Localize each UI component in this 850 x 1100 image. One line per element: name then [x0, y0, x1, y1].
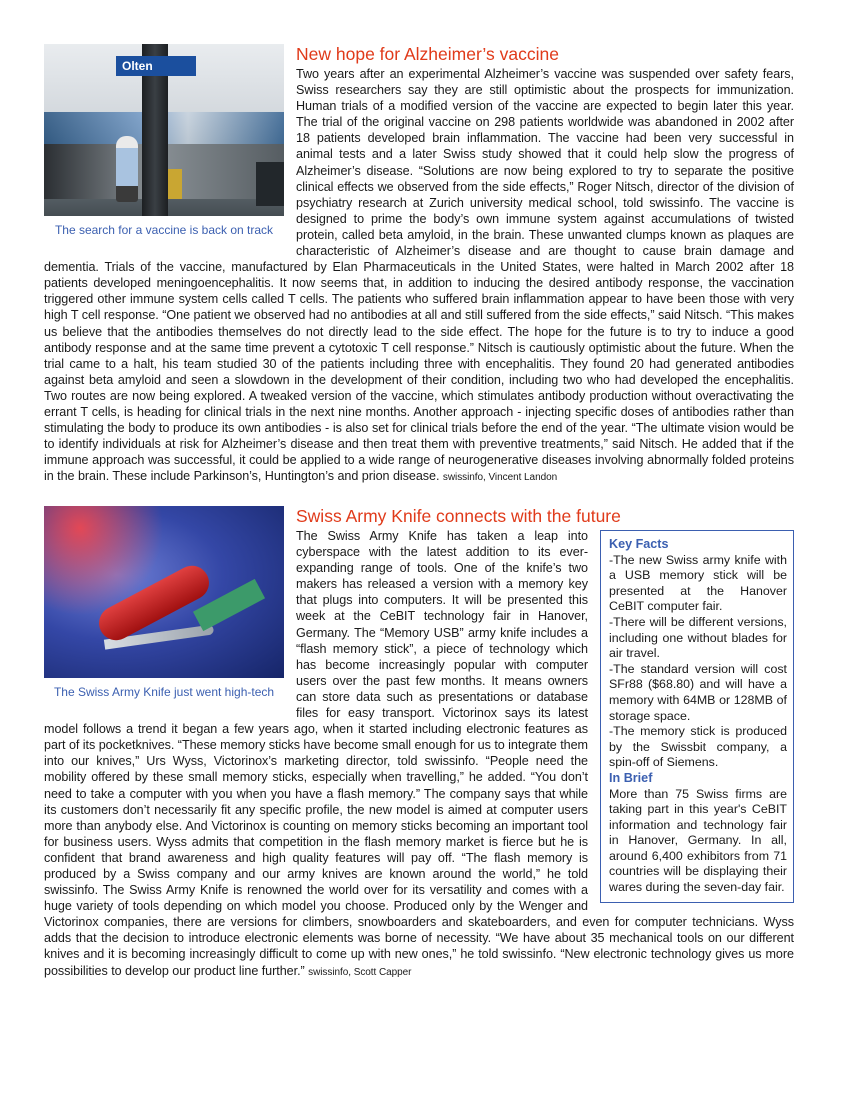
headline: New hope for Alzheimer’s vaccine [296, 44, 559, 64]
article-swiss-army-knife [44, 506, 794, 981]
byline: swissinfo, Scott Capper [308, 966, 412, 978]
article-alzheimers [44, 44, 794, 486]
article-body: Two years after an experimental Alzheimer’s vaccine was suspended over safety fears, Swiss researchers say they are still optimistic about the prospects for immunization. Human trials of a modified version of the vaccine are expected to begin later this year. The trial of the original vaccine on 298 patients worldwide was abandoned in 2002 after 18 patients developed brain inflammation. The vaccine had been very successful in animal tests and a later Swiss study showed that it could help slow the progress of Alzheimer’s disease. “Solutions are now being explored to try to separate the positive clinical effects we observed from the side effects,” Roger Nitsch, director of the division of psychiatry research at Zurich university medical school, told swissinfo. The vaccine is designed to prime the body’s own immune system against accumulations of twisted protein, called beta amyloid, in the brain. These unwanted clumps known as plaques are characteristic of Alzheimer’s disease and are thought to cause brain damage and dementia. Trials of the vaccine, manufactured by Elan Pharmaceuticals in the United States, were halted in March 2002 after 18 patients developed meningoencephalitis. It now seems that, in addition to inducing the desired antibody response, the vaccination triggered other immune system cells called T cells. The patients who suffered brain inflammation appear to have been those with very high T cell response. “One patient we observed had no antibodies at all and still suffered from the side effects,” said Nitsch. “This makes us believe that the antibodies themselves do not directly lead to the side effect. The hope for the future is to try to induce a good antibody response and at the same time prevent a cytotoxic T cell response.” Nitsch is cautiously optimistic about the future. When the trial came to a halt, his team studied 30 of the patients including three with encephalitis. They found 20 had generated antibodies against beta amyloid and seen a slowdown in the development of their condition, including two who had developed the encephalitis. Two routes are now being explored. A tweaked version of the vaccine, which stimulates antibody production without overactivating the errant T cells, is heading for clinical trials in the next nine months. Another approach - injecting specific doses of antibodies rather than stimulating the body to produce its own antibodies - is also set for clinical trials before the end of the year. “The ultimate vision would be to identify individuals at risk for Alzheimer’s disease and then treat them with preventive treatments,” said Nitsch. He added that if the immune approach was successful, it could be applied to a wide range of neurogenerative diseases involving abnormally folded proteins in the brain. These include Parkinson’s, Huntington’s and prion disease. swissinfo, Vincent Landon [44, 67, 794, 484]
article-photo [44, 506, 284, 699]
key-fact-item: -There will be different versions, including one without blades for air travel. [609, 614, 787, 661]
train-station-photo [44, 44, 284, 216]
article-photo [44, 44, 284, 237]
in-brief-text: More than 75 Swiss firms are taking part in this year's CeBIT information and technology fair in Hanover, Germany. In all, around 6,400 exhibitors from 71 countries will be displaying their wares during the seven-day fair. [609, 786, 787, 895]
headline: Swiss Army Knife connects with the future [296, 506, 621, 526]
key-fact-item: -The memory stick is produced by the Swissbit company, a spin-off of Siemens. [609, 724, 787, 770]
key-fact-item: -The new Swiss army knife with a USB memory stick will be presented at the Hanover CeBIT computer fair. [609, 552, 787, 614]
key-facts-box [600, 530, 794, 903]
station-sign: Olten [116, 56, 196, 76]
key-fact-item: -The standard version will cost SFr88 ($68.80) and will have a memory with 64MB or 128MB of storage space. [609, 661, 787, 723]
usb-knife-photo [44, 506, 284, 678]
elderly-woman-figure [116, 136, 138, 202]
key-facts-heading: Key Facts [609, 537, 669, 551]
photo-caption: The Swiss Army Knife just went high-tech [53, 685, 275, 699]
byline: swissinfo, Vincent Landon [442, 472, 558, 484]
photo-caption: The search for a vaccine is back on track [54, 223, 274, 237]
in-brief-heading: In Brief [609, 770, 653, 785]
article-body: The Swiss Army Knife has taken a leap into cyberspace with the latest addition to its ever-expanding range of tools. One of the knife’s two makers has released a version with a memory key that plugs into computers. It will be presented this week at the CeBIT technology fair in Hanover, Germany. The “Memory USB” army knife includes a “flash memory stick”, a piece of technology which has become increasingly popular with computer users over the past few months. It means owners can store data such as presentations or database files for easy transport. Victorinox says its latest model follows a trend it began a few years ago, when it started including electronic features as part of its pocketknives. “These memory sticks have become small enough for us to integrate them into our knives,” Urs Wyss, Victorinox’s marketing director, told swissinfo. “People need the mobility offered by these small memory sticks, especially when travelling,” he added. “You don’t need to take a computer with you when you have a flash memory.” The company says that while its customers don’t necessarily fit any specific profile, the new model is aimed at computer users more than anybody else. And Victorinox is counting on memory sticks becoming an important tool for business users. Wyss admits that competition in the flash memory market is fierce but he is confident that brand awareness and high quality features will pay off. “The flash memory is produced by a Swiss company and our army knives are known around the world,” he told swissinfo. The Swiss Army Knife is renowned the world over for its versatility and comes with a huge variety of tools depending on which model you choose. Produced only by the Wenger and Victorinox companies, there are versions for climbers, snowboarders and skateboarders, and even for computer technicians. Wyss adds that the decision to introduce electronic elements was borne of necessity. “We have about 35 mechanical tools on our different knives and it is becoming increasingly difficult to come up with new ones,” he told swissinfo. “New electronic technology gives us more possibilities to develop our product line further.” swissinfo, Scott Capper [44, 529, 794, 978]
